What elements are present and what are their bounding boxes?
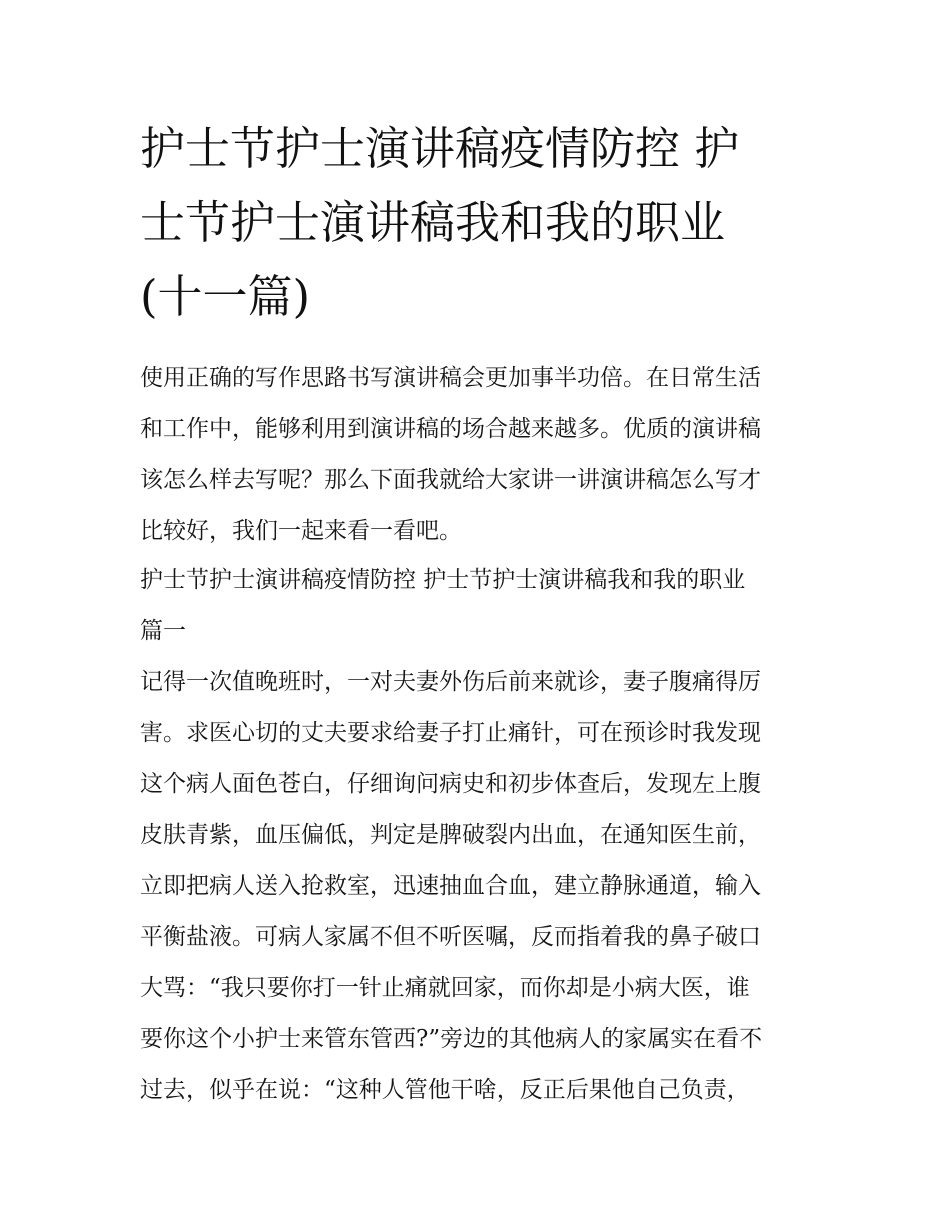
intro-paragraph: 使用正确的写作思路书写演讲稿会更加事半功倍。在日常生活 和工作中，能够利用到演讲稿的场合越来越多。优质的演讲稿 该怎么样去写呢？那么下面我就给大家讲一讲演讲稿怎么写才 比较好，我们一起来看一看吧。 [140, 365, 761, 544]
document-title: 护士节护士演讲稿疫情防控 护 士节护士演讲稿我和我的职业 (十一篇) [140, 122, 740, 323]
section-heading: 护士节护士演讲稿疫情防控 护士节护士演讲稿我和我的职业 篇一 [140, 567, 746, 644]
article-body-paragraph: 记得一次值晚班时，一对夫妻外伤后前来就诊，妻子腹痛得厉 害。求医心切的丈夫要求给妻子打止痛针，可在预诊时我发现 这个病人面色苍白，仔细询问病史和初步体查后，发现左上腹 皮肤青紫，血压偏低，判定是脾破裂内出血，在通知医生前， 立即把病人送入抢救室，迅速抽血合血，建立静脉通道，输入 平衡盐液。可病人家属不但不听医嘱，反而指着我的鼻子破口 大骂：“我只要你打一针止痛就回家，而你却是小病大医，谁 要你这个小护士来管东管西?”旁边的其他病人的家属实在看不 过去，似乎在说：“这种人管他干啥，反正后果他自己负责， [140, 669, 763, 1103]
